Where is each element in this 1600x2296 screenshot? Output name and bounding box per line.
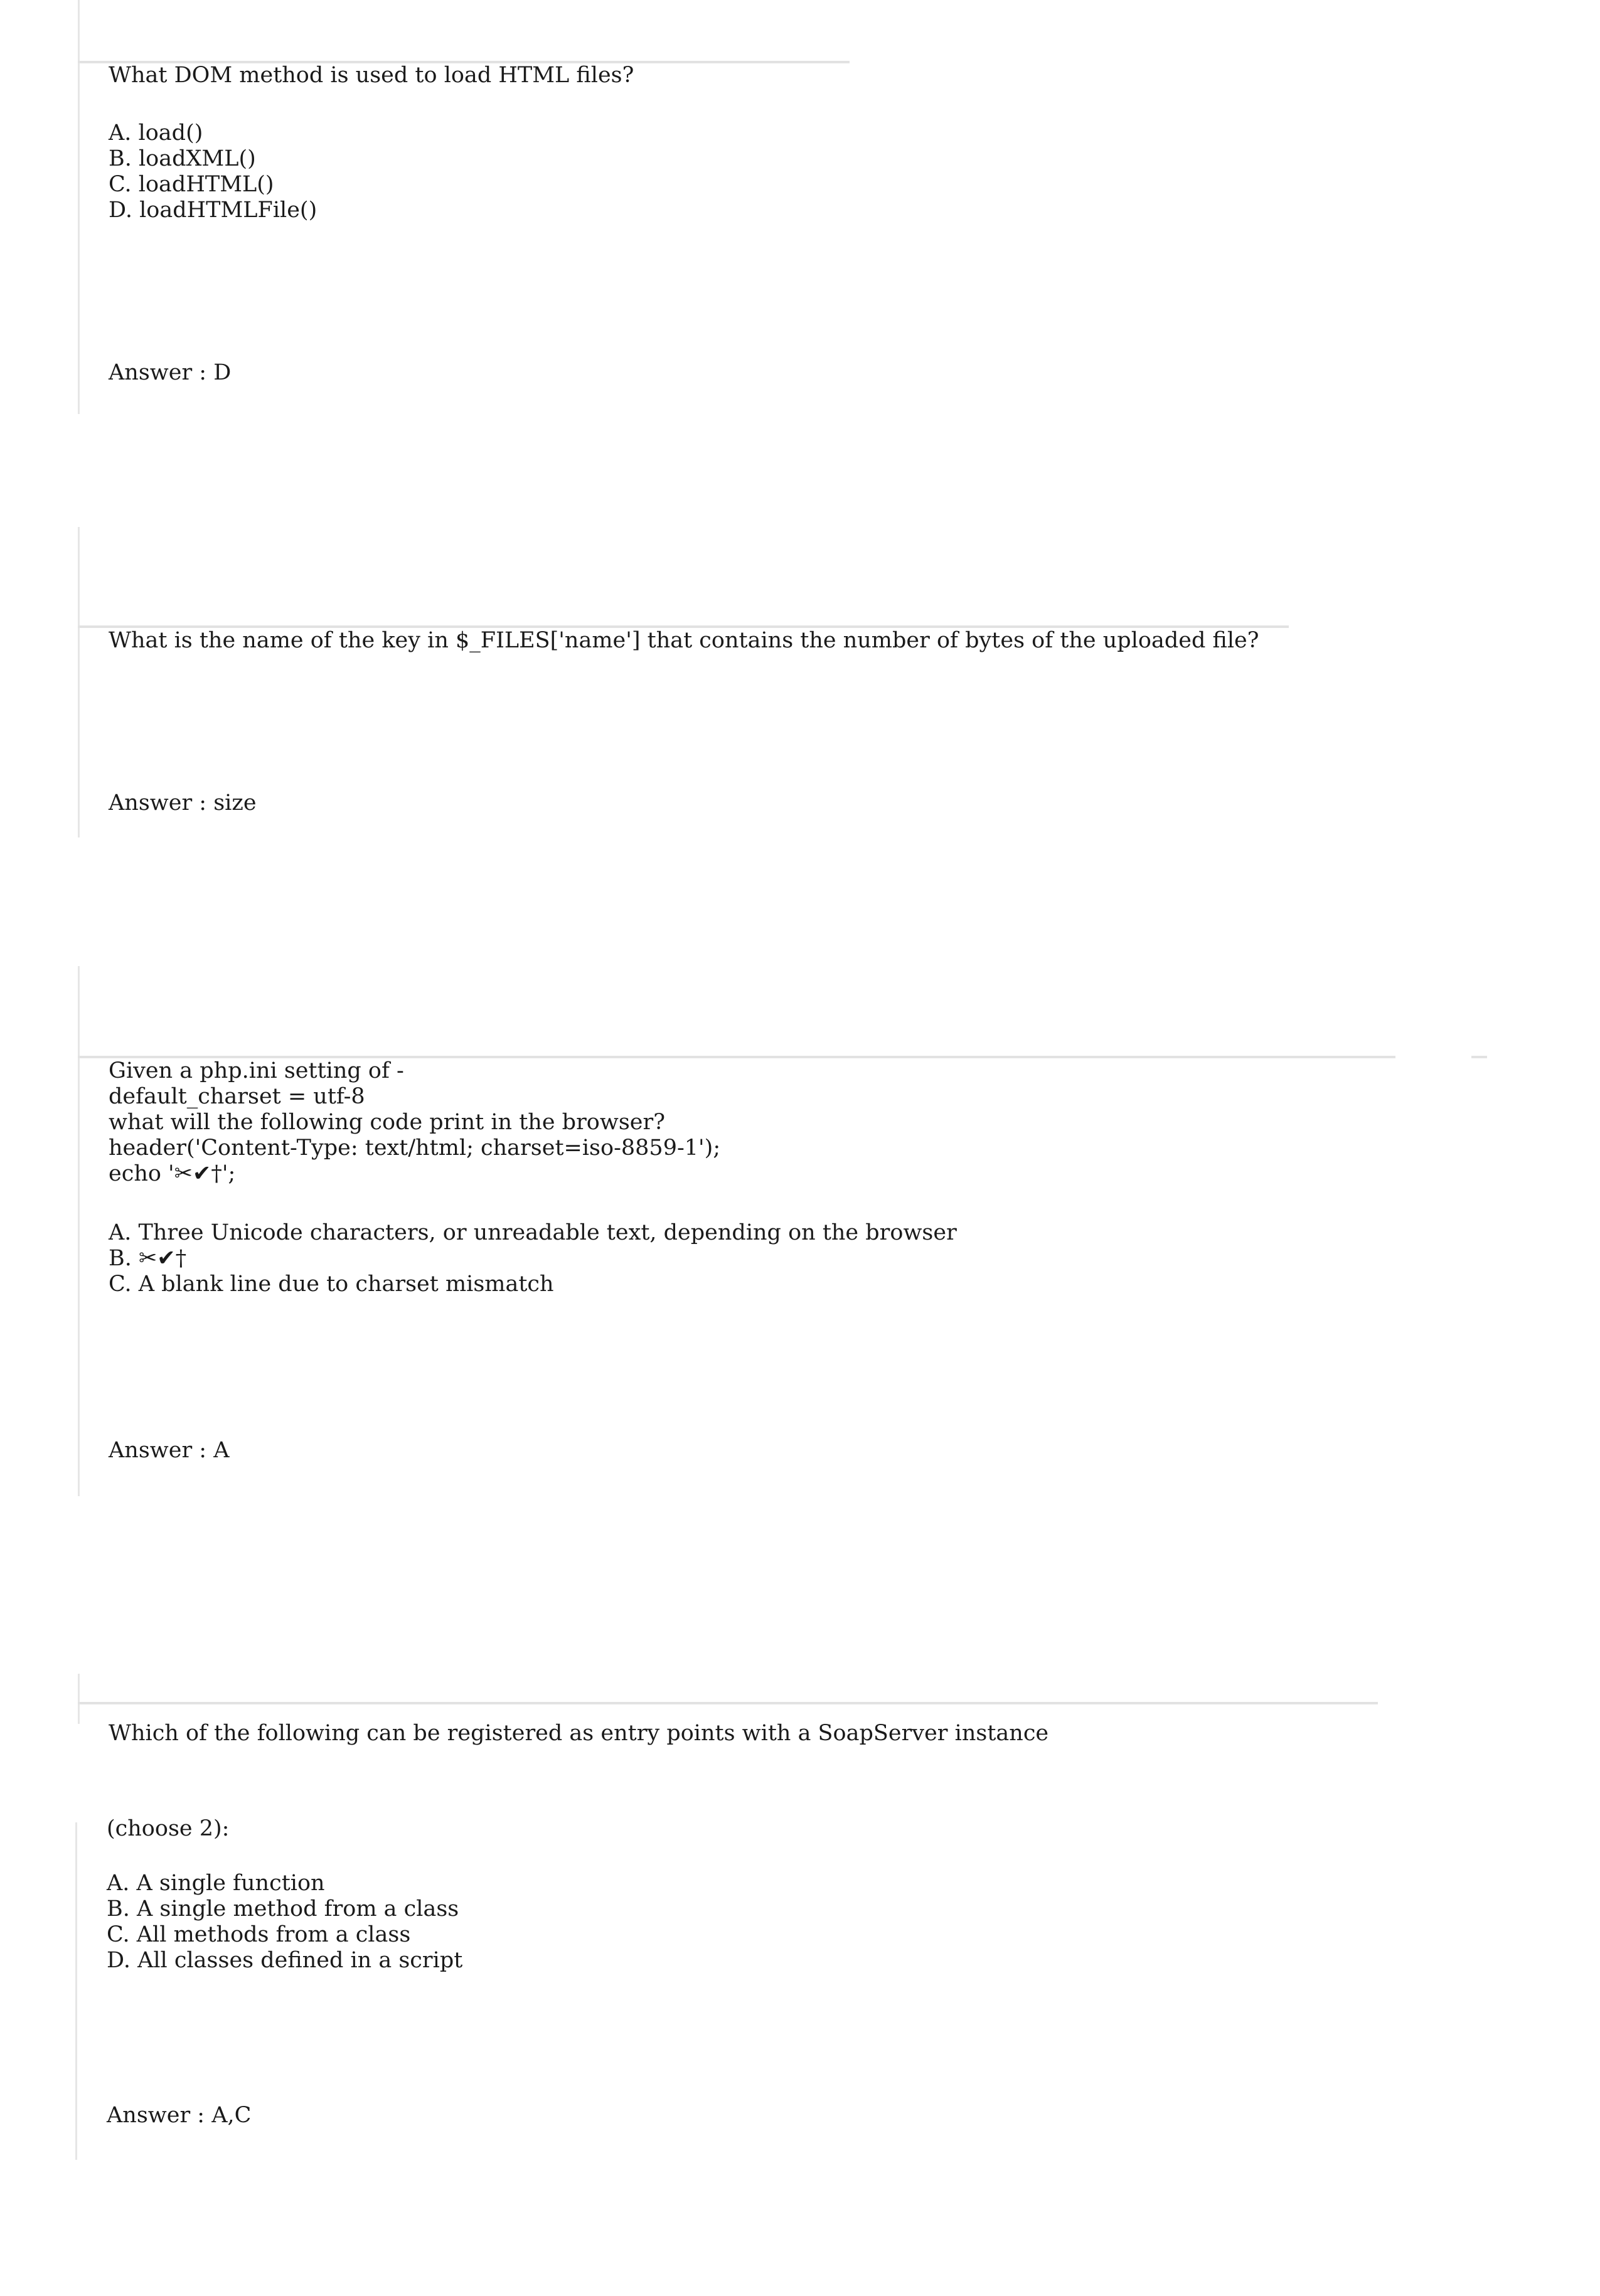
question-text: What DOM method is used to load HTML files?: [109, 63, 634, 88]
option-b: B. A single method from a class: [107, 1896, 459, 1921]
question-line: default_charset = utf-8: [109, 1084, 365, 1109]
option-c: C. A blank line due to charset mismatch: [109, 1272, 554, 1297]
frame-left-border-4a: [78, 1674, 80, 1724]
question-line: header('Content-Type: text/html; charset=iso-8859-1');: [109, 1135, 721, 1161]
option-a: A. A single function: [107, 1871, 325, 1896]
option-d: D. All classes defined in a script: [107, 1948, 463, 1973]
option-c: C. loadHTML(): [109, 172, 274, 197]
question-text: [109, 1058, 720, 1187]
option-b: B. loadXML(): [109, 146, 256, 171]
options-list: [109, 1220, 957, 1297]
frame-left-border-2: [78, 527, 80, 837]
question-text: Which of the following can be registered as entry points with a SoapServer instance: [109, 1721, 1049, 1746]
option-d: D. loadHTMLFile(): [109, 198, 317, 223]
option-b: B. ✂✔†: [109, 1246, 187, 1271]
option-a: A. load(): [109, 120, 203, 146]
option-a: A. Three Unicode characters, or unreadable text, depending on the browser: [109, 1220, 957, 1245]
frame-edge-mark: [1471, 1056, 1487, 1058]
question-line: what will the following code print in the browser?: [109, 1110, 665, 1135]
answer-text: Answer : size: [109, 790, 257, 816]
question-line: echo '✂✔†';: [109, 1161, 236, 1186]
answer-text: Answer : A,C: [107, 2103, 252, 2128]
options-list: [107, 1871, 462, 1974]
question-text: What is the name of the key in $_FILES['name'] that contains the number of bytes of the uploaded file?: [109, 628, 1259, 653]
option-c: C. All methods from a class: [107, 1922, 411, 1947]
question-line: Given a php.ini setting of -: [109, 1058, 404, 1083]
answer-text: Answer : A: [109, 1438, 230, 1463]
options-list: [109, 120, 317, 223]
choose-note: (choose 2):: [107, 1816, 230, 1841]
frame-left-border-3: [78, 966, 80, 1496]
frame-top-rule-4: [78, 1702, 1378, 1704]
answer-text: Answer : D: [109, 360, 232, 385]
frame-left-border-4b: [75, 1822, 77, 2160]
